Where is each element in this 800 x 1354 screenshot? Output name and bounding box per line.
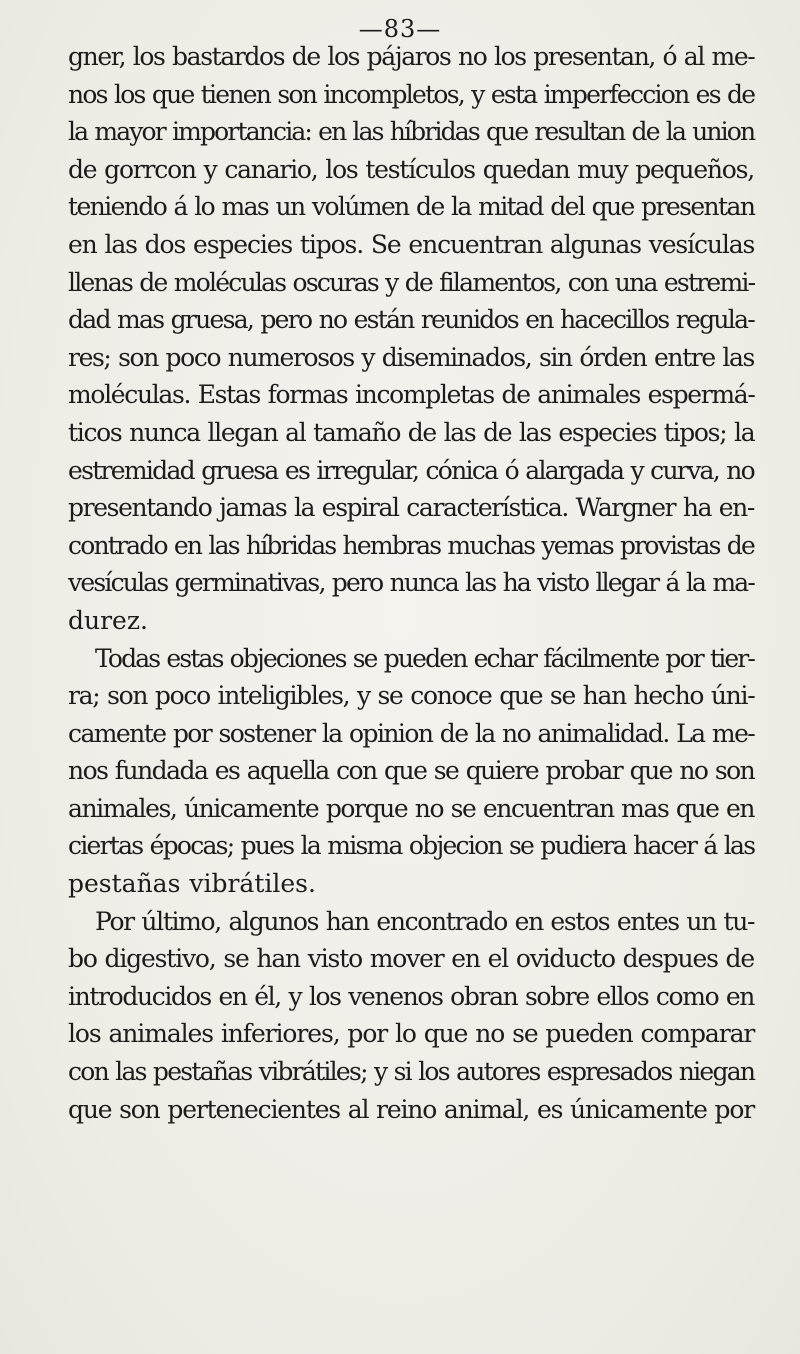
text-line: durez. [68, 605, 148, 635]
text-line: presentando jamas la espiral característica. Wargner ha en- [68, 493, 754, 523]
text-line: dad mas gruesa, pero no están reunidos en hacecillos regula- [68, 305, 754, 335]
paragraph-1 [68, 38, 754, 640]
text-line: animales, únicamente porque no se encuentran mas que en [68, 793, 755, 823]
text-line: llenas de moléculas oscuras y de filamentos, con una estremi- [68, 267, 755, 297]
text-line: vesículas germinativas, pero nunca las ha visto llegar á la ma- [68, 568, 754, 598]
text-line: introducidos en él, y los venenos obran sobre ellos como en [68, 981, 755, 1011]
text-line: con las pestañas vibrátiles; y si los autores espresados niegan [68, 1057, 755, 1087]
text-line: nos fundada es aquella con que se quiere probar que no son [68, 756, 755, 786]
text-line: contrado en las híbridas hembras muchas yemas provistas de [68, 530, 754, 560]
body-text [68, 38, 754, 1128]
paragraph-3 [68, 903, 754, 1129]
text-line: de gorrcon y canario, los testículos quedan muy pequeños, [68, 154, 754, 184]
text-line: la mayor importancia: en las híbridas que resultan de la union [68, 117, 755, 147]
text-line: ticos nunca llegan al tamaño de las de las especies tipos; la [68, 417, 755, 447]
text-line: en las dos especies tipos. Se encuentran algunas vesículas [68, 229, 755, 259]
text-line: que son pertenecientes al reino animal, es únicamente por [68, 1094, 755, 1124]
text-line: nos los que tienen son incompletos, y esta imperfeccion es de [68, 79, 755, 109]
text-line: Todas estas objeciones se pueden echar fácilmente por tier- [95, 643, 754, 673]
text-line: bo digestivo, se han visto mover en el oviducto despues de [68, 944, 754, 974]
page-number: —83— [358, 15, 442, 43]
text-line: ciertas épocas; pues la misma objecion se pudiera hacer á las [68, 831, 755, 861]
text-line: los animales inferiores, por lo que no se pueden comparar [68, 1019, 755, 1049]
text-line: teniendo á lo mas un volúmen de la mitad del que presentan [68, 192, 755, 222]
text-line: ra; son poco inteligibles, y se conoce que se han hecho úni- [68, 681, 755, 711]
paragraph-2 [68, 640, 754, 903]
text-line: res; son poco numerosos y diseminados, sin órden entre las [68, 342, 754, 372]
text-line: moléculas. Estas formas incompletas de animales espermá- [68, 380, 755, 410]
text-line: pestañas vibrátiles. [68, 869, 316, 899]
text-line: estremidad gruesa es irregular, cónica ó alargada y curva, no [68, 455, 754, 485]
text-line: gner, los bastardos de los pájaros no los presentan, ó al me- [68, 42, 755, 71]
text-line: camente por sostener la opinion de la no animalidad. La me- [68, 718, 755, 748]
text-line: Por último, algunos han encontrado en estos entes un tu- [95, 906, 755, 936]
